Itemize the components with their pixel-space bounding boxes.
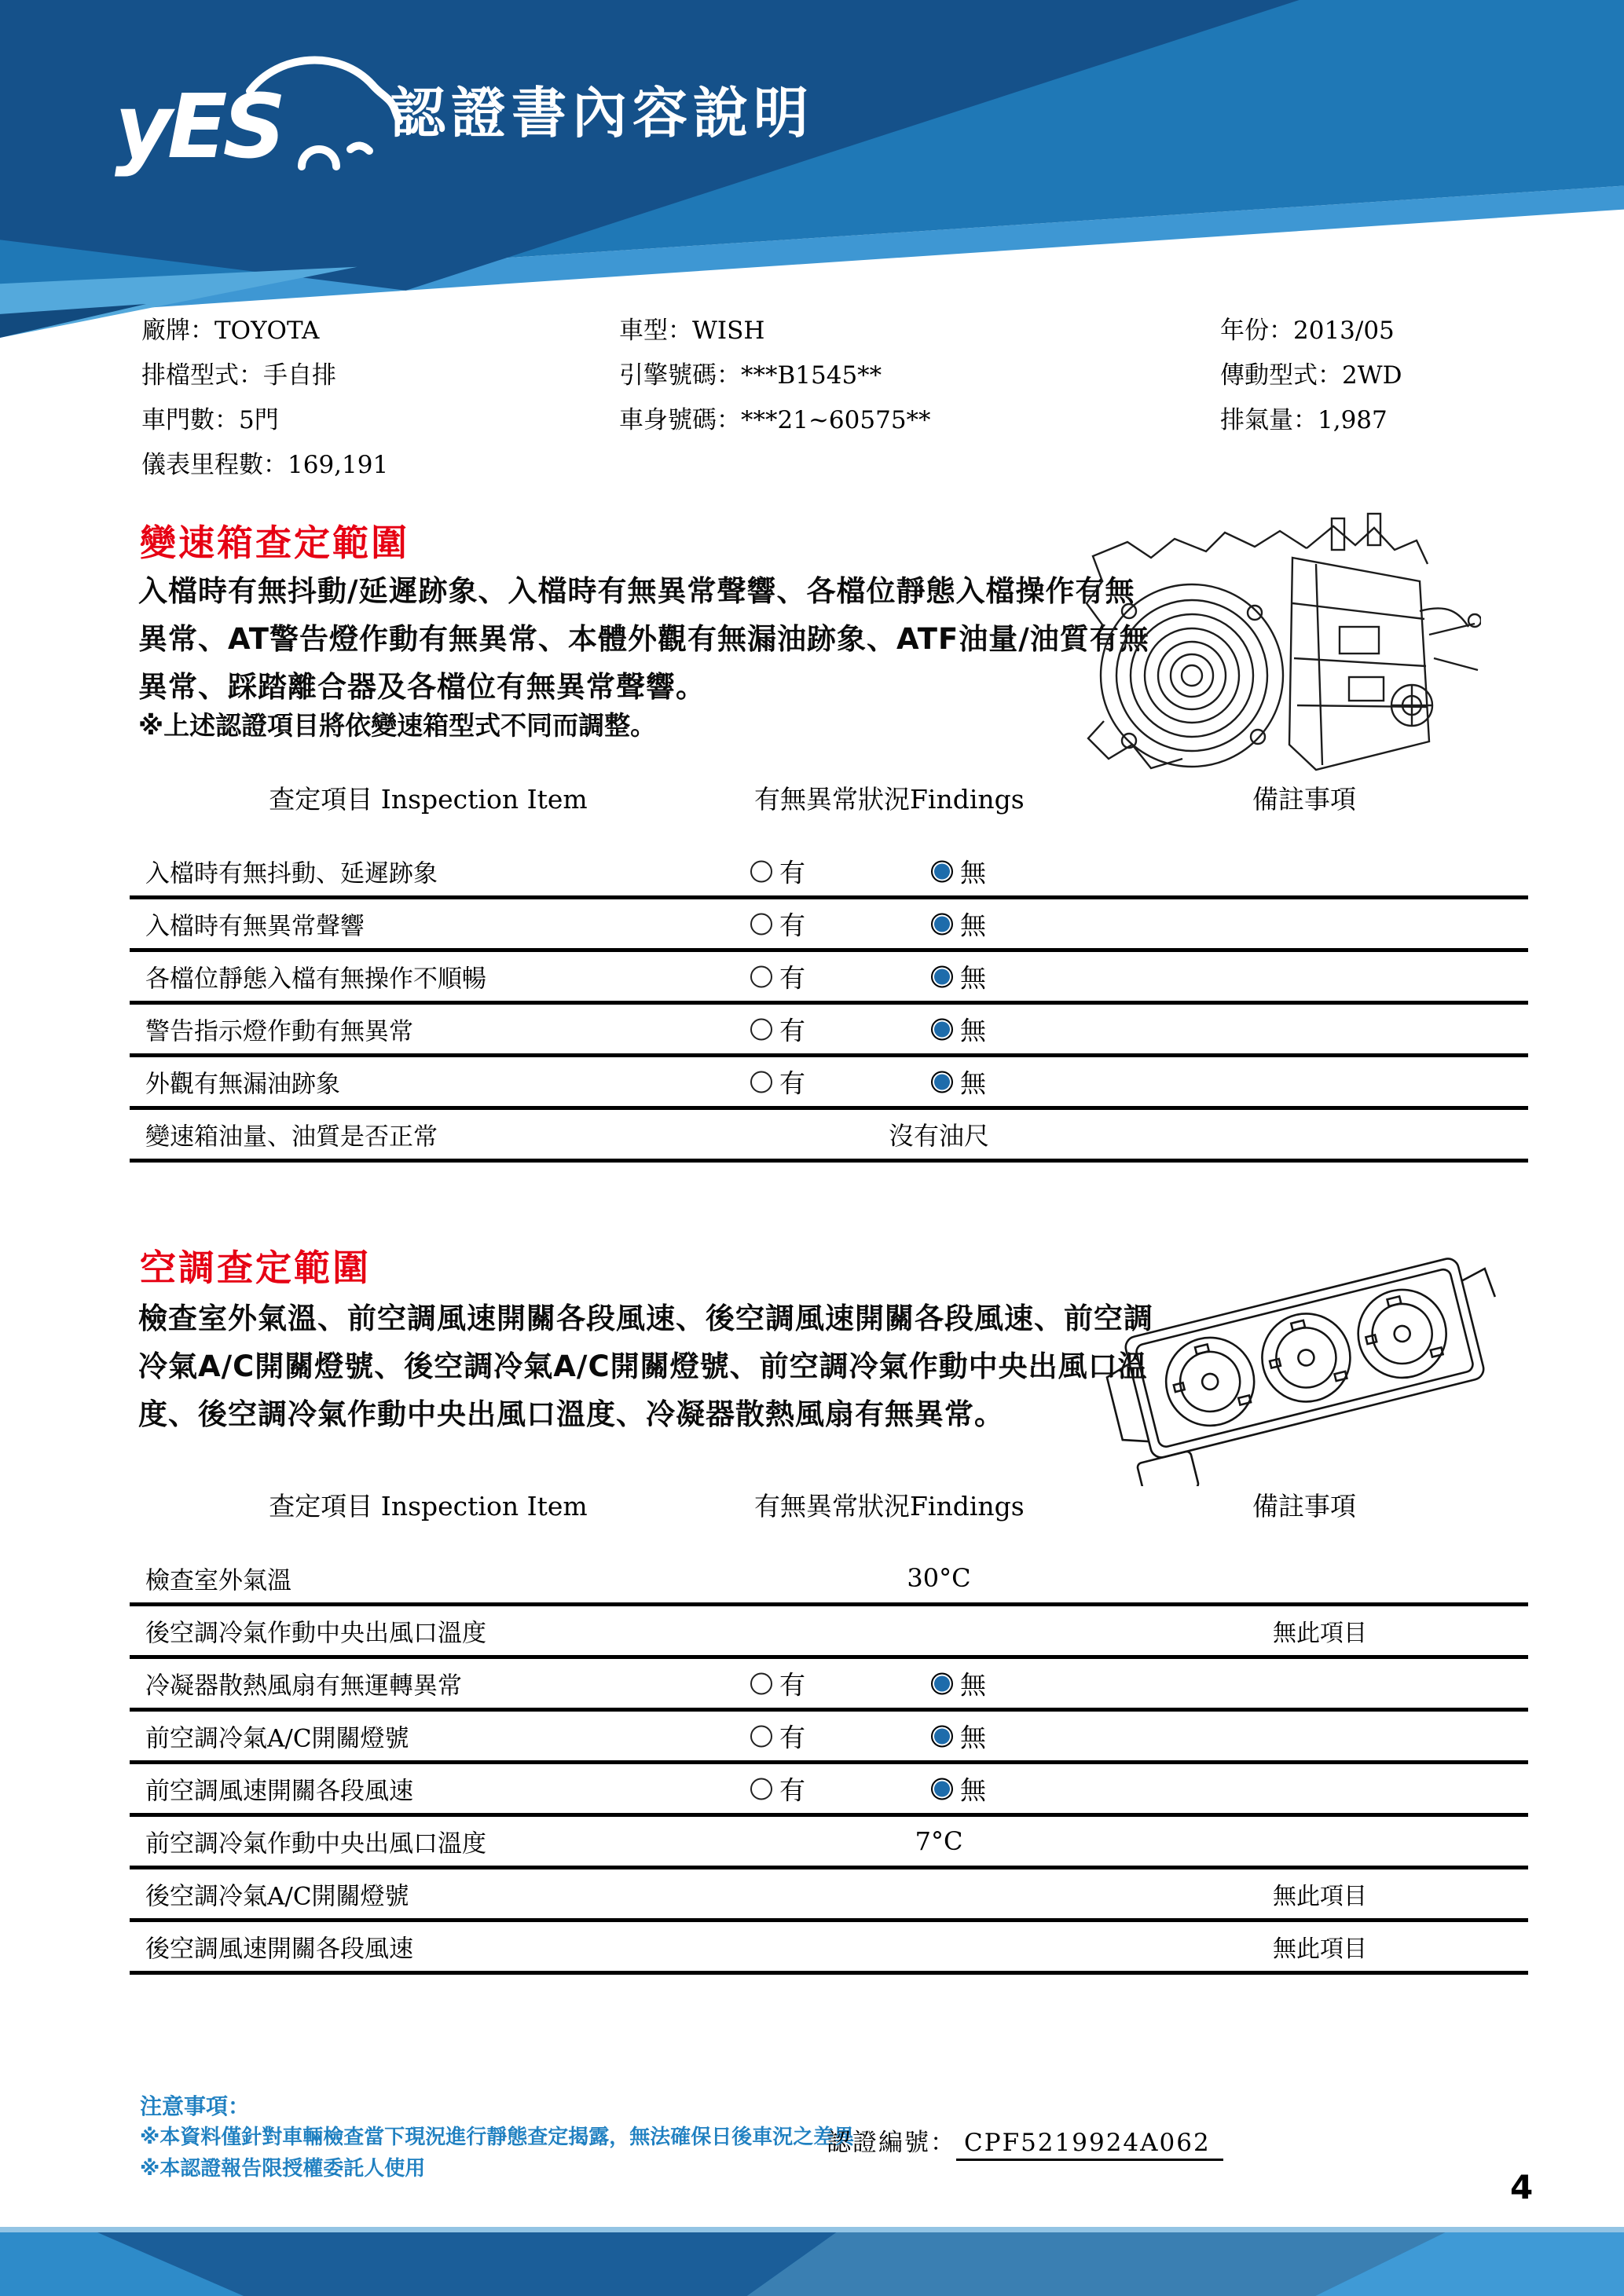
radio-unselected-icon [750, 1725, 772, 1747]
radio-no-label: 無 [960, 857, 986, 888]
remark-value: 無此項目 [1273, 1883, 1367, 1910]
radio-yes [750, 1011, 805, 1048]
radio-selected-icon [931, 1018, 953, 1040]
radio-no [931, 1771, 986, 1807]
certificate-number-value: CPF5219924A062 [956, 2129, 1223, 2161]
radio-selected-icon [931, 913, 953, 935]
vehicle-mileage: 儀表里程數：169,191 [141, 451, 389, 479]
section-title-aircon: 空調查定範圍 [140, 1247, 371, 1289]
vehicle-engine-no: 引擎號碼：***B1545** [619, 361, 882, 390]
finding-value: 7°C [915, 1826, 963, 1856]
col-header-findings: 有無異常狀況Findings [754, 784, 1025, 815]
radio-yes [750, 1665, 805, 1702]
radio-no [931, 958, 986, 995]
remark-value: 無此項目 [1273, 1935, 1367, 1963]
header-banner [0, 0, 1624, 338]
radio-unselected-icon [750, 1778, 772, 1800]
inspection-item-label: 後空調冷氣A/C開關燈號 [145, 1882, 409, 1911]
yes-logo [110, 49, 409, 190]
radio-yes-label: 有 [779, 1774, 805, 1806]
radio-selected-icon [931, 1672, 953, 1694]
section-description-transmission: 入檔時有無抖動/延遲跡象、入檔時有無異常聲響、各檔位靜態入檔操作有無異常、AT警告燈作動有無異常、本體外觀有無漏油跡象、ATF油量/油質有無異常、踩踏離合器及各檔位有無異常聲響。 [138, 574, 1149, 704]
radio-selected-icon [931, 1778, 953, 1800]
table2-header [130, 1486, 1528, 1541]
section-title-transmission: 變速箱查定範圍 [140, 522, 409, 564]
table-row [130, 1764, 1528, 1817]
radio-no-label: 無 [960, 1722, 986, 1753]
certificate-number-label: 認證編號： [827, 2129, 956, 2157]
ac-control-illustration [1092, 1227, 1516, 1489]
radio-no-label: 無 [960, 1067, 986, 1099]
radio-no [931, 1718, 986, 1755]
table1-header [130, 779, 1528, 834]
inspection-item-label: 前空調冷氣作動中央出風口溫度 [145, 1829, 486, 1858]
vehicle-drivetrain: 傳動型式：2WD [1220, 361, 1402, 390]
inspection-item-label: 後空調冷氣作動中央出風口溫度 [145, 1619, 486, 1648]
inspection-item-label: 入檔時有無抖動、延遲跡象 [145, 859, 438, 888]
table-row [130, 1817, 1528, 1869]
transmission-illustration [1057, 509, 1481, 783]
radio-no-label: 無 [960, 1669, 986, 1701]
inspection-item-label: 外觀有無漏油跡象 [145, 1070, 340, 1099]
radio-unselected-icon [750, 913, 772, 935]
inspection-item-label: 前空調冷氣A/C開關燈號 [145, 1724, 409, 1753]
table-row [130, 1005, 1528, 1057]
inspection-item-label: 冷凝器散熱風扇有無運轉異常 [145, 1672, 462, 1701]
inspection-item-label: 檢查室外氣溫 [145, 1566, 291, 1595]
radio-unselected-icon [750, 1672, 772, 1694]
col-header-item: 查定項目 Inspection Item [269, 1491, 588, 1522]
radio-selected-icon [931, 1725, 953, 1747]
vehicle-info-col2 [619, 309, 931, 443]
aircon-table [130, 1554, 1528, 1975]
table-row [130, 1659, 1528, 1712]
radio-yes-label: 有 [779, 910, 805, 941]
vehicle-info-col3 [1220, 309, 1402, 443]
finding-value: 沒有油尺 [888, 1121, 989, 1151]
radio-yes [750, 1771, 805, 1807]
radio-no-label: 無 [960, 1774, 986, 1806]
section-description-aircon: 檢查室外氣溫、前空調風速開關各段風速、後空調風速開關各段風速、前空調冷氣A/C開關燈號、後空調冷氣A/C開關燈號、前空調冷氣作動中央出風口溫度、後空調冷氣作動中央出風口溫度、冷凝器散熱風扇有無異常。 [138, 1302, 1153, 1431]
logo-text: yES [115, 76, 282, 178]
vehicle-model: 車型：WISH [619, 317, 765, 345]
inspection-item-label: 前空調風速開關各段風速 [145, 1777, 413, 1806]
notice-line: ※本認證報告限授權委託人使用 [140, 2157, 426, 2181]
table-row [130, 1712, 1528, 1764]
table-row [130, 1922, 1528, 1975]
table-row [130, 1606, 1528, 1659]
radio-yes-label: 有 [779, 1669, 805, 1701]
inspection-item-label: 警告指示燈作動有無異常 [145, 1017, 413, 1046]
col-header-item: 查定項目 Inspection Item [269, 784, 588, 815]
radio-yes-label: 有 [779, 1722, 805, 1753]
radio-no [931, 906, 986, 943]
radio-selected-icon [931, 965, 953, 987]
inspection-item-label: 各檔位靜態入檔有無操作不順暢 [145, 965, 486, 994]
radio-yes-label: 有 [779, 857, 805, 888]
radio-unselected-icon [750, 1071, 772, 1093]
col-header-remarks: 備註事項 [1252, 1491, 1356, 1522]
radio-no [931, 1064, 986, 1100]
finding-value: 30°C [907, 1563, 971, 1593]
remark-value: 無此項目 [1273, 1620, 1367, 1647]
radio-unselected-icon [750, 965, 772, 987]
vehicle-brand: 廠牌：TOYOTA [141, 317, 320, 345]
inspection-item-label: 後空調風速開關各段風速 [145, 1935, 413, 1964]
radio-yes [750, 853, 805, 890]
notice-line: ※本資料僅針對車輛檢查當下現況進行靜態查定揭露，無法確保日後車況之差異 [140, 2126, 855, 2149]
radio-yes-label: 有 [779, 1015, 805, 1046]
transmission-table [130, 847, 1528, 1163]
vehicle-doors: 車門數：5門 [141, 406, 279, 434]
page-number: 4 [1510, 2168, 1534, 2206]
table-row [130, 847, 1528, 899]
page-title: 認證書內容說明 [390, 81, 814, 145]
table-row [130, 952, 1528, 1005]
inspection-item-label: 變速箱油量、油質是否正常 [145, 1122, 438, 1152]
footer-banner [0, 2227, 1624, 2296]
vehicle-year: 年份：2013/05 [1220, 317, 1395, 345]
radio-no-label: 無 [960, 962, 986, 994]
vehicle-body-no: 車身號碼：***21~60575** [619, 406, 931, 434]
col-header-remarks: 備註事項 [1252, 784, 1356, 815]
radio-yes [750, 906, 805, 943]
radio-yes [750, 1064, 805, 1100]
table-row [130, 1554, 1528, 1606]
radio-no [931, 853, 986, 890]
radio-yes [750, 958, 805, 995]
col-header-findings: 有無異常狀況Findings [754, 1491, 1025, 1522]
vehicle-info-col1 [141, 309, 388, 488]
radio-selected-icon [931, 860, 953, 882]
radio-yes-label: 有 [779, 962, 805, 994]
radio-unselected-icon [750, 860, 772, 882]
certificate-number-row [827, 2122, 1223, 2158]
vehicle-gearbox-type: 排檔型式：手自排 [141, 361, 336, 390]
table-row [130, 1869, 1528, 1922]
radio-selected-icon [931, 1071, 953, 1093]
table-row [130, 1110, 1528, 1163]
table-row [130, 1057, 1528, 1110]
radio-yes-label: 有 [779, 1067, 805, 1099]
section-note-transmission: ※上述認證項目將依變速箱型式不同而調整。 [138, 710, 657, 741]
radio-yes [750, 1718, 805, 1755]
radio-no [931, 1665, 986, 1702]
radio-no-label: 無 [960, 910, 986, 941]
inspection-item-label: 入檔時有無異常聲響 [145, 912, 365, 941]
table-row [130, 899, 1528, 952]
radio-unselected-icon [750, 1018, 772, 1040]
radio-no [931, 1011, 986, 1048]
radio-no-label: 無 [960, 1015, 986, 1046]
notice-title: 注意事項： [140, 2093, 251, 2119]
vehicle-displacement: 排氣量：1,987 [1220, 406, 1388, 434]
